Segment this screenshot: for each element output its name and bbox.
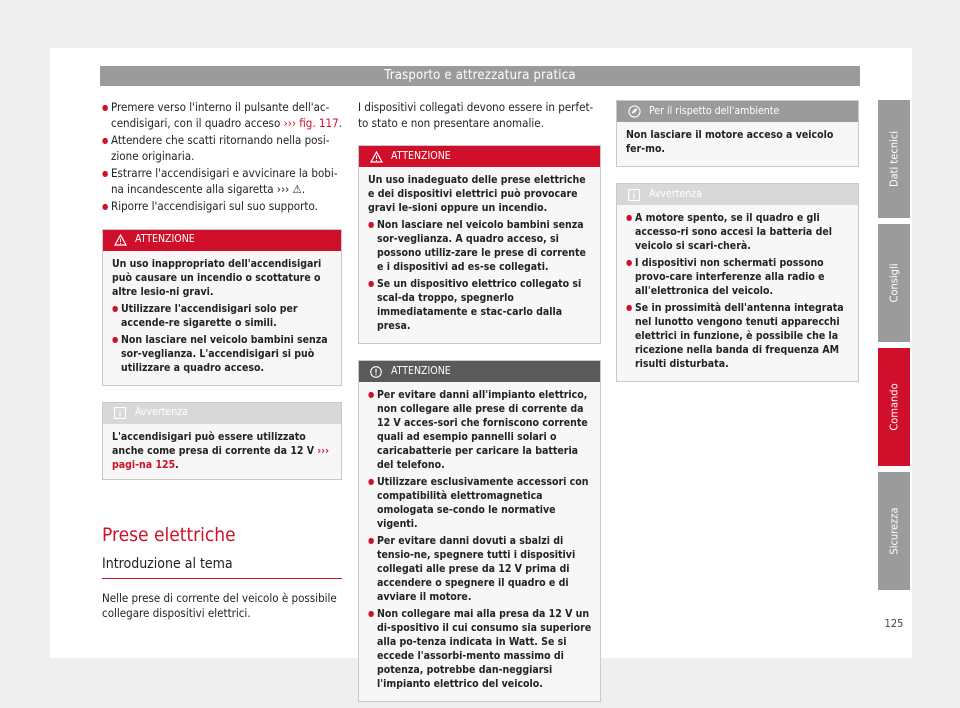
warning-box: [358, 145, 601, 344]
figure-link[interactable]: ››› fig. 117: [283, 115, 339, 130]
environment-icon: [627, 105, 641, 119]
list-item: ● Premere verso l'interno il pulsante dell'ac-cendisigari, con il quadro acceso ››› fig. 117.: [102, 100, 342, 131]
page-link[interactable]: ››› pagi-na 125: [112, 444, 330, 471]
caution-item: ● Utilizzare esclusivamente accessori con compatibilità elettromagnetica omologata se-condo le normative vigenti.: [368, 475, 592, 531]
list-item: ● Attendere che scatti ritornando nella posi-zione originaria.: [102, 133, 342, 164]
warning-triangle-icon: [113, 233, 127, 247]
note-header: Avvertenza: [617, 184, 858, 205]
caution-item: ● Non collegare mai alla presa da 12 V un di-spositivo il cui consumo sia superiore alla po-tenza indicata in Watt. Se si eccede l'assorbi-mento massimo di potenza, potrebbe dan-neggiarsi l'impianto elettrico del veicolo.: [368, 607, 592, 691]
column-1: [102, 100, 342, 622]
warning-box: [102, 229, 342, 386]
warning-item: ● Se un dispositivo elettrico collegato si scal-da troppo, spegnerlo immediatamente e stac-carlo dalla presa.: [368, 277, 592, 333]
exclamation-circle-icon: [369, 365, 383, 379]
tab-dati-tecnici[interactable]: Dati tecnici: [878, 100, 910, 218]
intro-paragraph: I dispositivi collegati devono essere in perfet-to stato e non presentare anomalie.: [358, 100, 594, 130]
warning-item: ● Non lasciare nel veicolo bambini senza sor-veglianza. L'accendisigari si può utilizzare a quadro acceso.: [112, 333, 333, 375]
caution-item: ● Per evitare danni dovuti a sbalzi di tensio-ne, spegnere tutti i dispositivi collegati alle prese da 12 V prima di accendere o spegnere il quadro e di avviare il motore.: [368, 534, 592, 604]
caution-box: [358, 360, 601, 702]
warning-intro: Un uso inappropriato dell'accendisigari può causare un incendio o scottature o altre lesio-ni gravi.: [112, 257, 322, 298]
tab-sicurezza[interactable]: Sicurezza: [878, 472, 910, 590]
page-header: Trasporto e attrezzatura pratica: [100, 66, 860, 86]
warning-item: ● Non lasciare nel veicolo bambini senza sor-veglianza. A quadro acceso, si possono utiliz-zare le prese di corrente e i dispositivi ad es-se collegati.: [368, 218, 592, 274]
tab-consigli[interactable]: Consigli: [878, 224, 910, 342]
page-number: 125: [884, 617, 904, 630]
list-item: ● Estrarre l'accendisigari e avvicinare la bobi-na incandescente alla sigaretta ››› ⚠.: [102, 166, 342, 197]
section-title: Prese elettriche: [102, 523, 236, 546]
note-item: ● A motore spento, se il quadro e gli accesso-ri sono accesi la batteria del veicolo si scari-cherà.: [626, 211, 850, 253]
warning-intro: Un uso inadeguato delle prese elettriche e dei dispositivi elettrici può provocare gravi le-sioni oppure un incendio.: [368, 174, 586, 214]
intro-paragraph: Nelle prese di corrente del veicolo è possibile collegare dispositivi elettrici.: [102, 590, 337, 620]
warning-triangle-icon: [369, 150, 383, 164]
subsection-title: Introduzione al tema: [102, 557, 342, 579]
warning-item: ● Utilizzare l'accendisigari solo per accende-re sigarette o simili.: [112, 302, 333, 330]
environment-box: [616, 100, 859, 167]
warning-header: ATTENZIONE: [103, 230, 341, 251]
warning-header: ATTENZIONE: [359, 146, 600, 167]
note-item: ● I dispositivi non schermati possono provo-care interferenze alla radio e all'elettronica del veicolo.: [626, 256, 850, 298]
note-item: ● Se in prossimità dell'antenna integrata nel lunotto vengono tenuti apparecchi elettrici in funzione, è possibile che la ricezione nella banda di frequenza AM risulti disturbata.: [626, 301, 850, 371]
note-box: [616, 183, 859, 382]
column-2: [358, 100, 601, 702]
tab-comando[interactable]: Comando: [878, 348, 910, 466]
note-box: Avvertenza L'accendisigari può essere utilizzato anche come presa di corrente da 12 V ››› pagi-na 125.: [102, 402, 342, 480]
info-icon: [113, 406, 127, 420]
warning-link[interactable]: ›››: [276, 181, 290, 196]
environment-text: Non lasciare il motore acceso a veicolo fer-mo.: [626, 129, 834, 155]
column-3: [616, 100, 859, 382]
caution-item: ● Per evitare danni all'impianto elettrico, non collegare alle prese di corrente da 12 V acces-sori che forniscono corrente quali ad esempio pannelli solari o caricabatterie per caricare la batteria del telefono.: [368, 388, 592, 472]
list-item: ● Riporre l'accendisigari sul suo supporto.: [102, 199, 342, 215]
info-icon: [627, 188, 641, 202]
note-header: Avvertenza: [103, 403, 341, 424]
environment-header: Per il rispetto dell'ambiente: [617, 101, 858, 122]
caution-header: ATTENZIONE: [359, 361, 600, 382]
